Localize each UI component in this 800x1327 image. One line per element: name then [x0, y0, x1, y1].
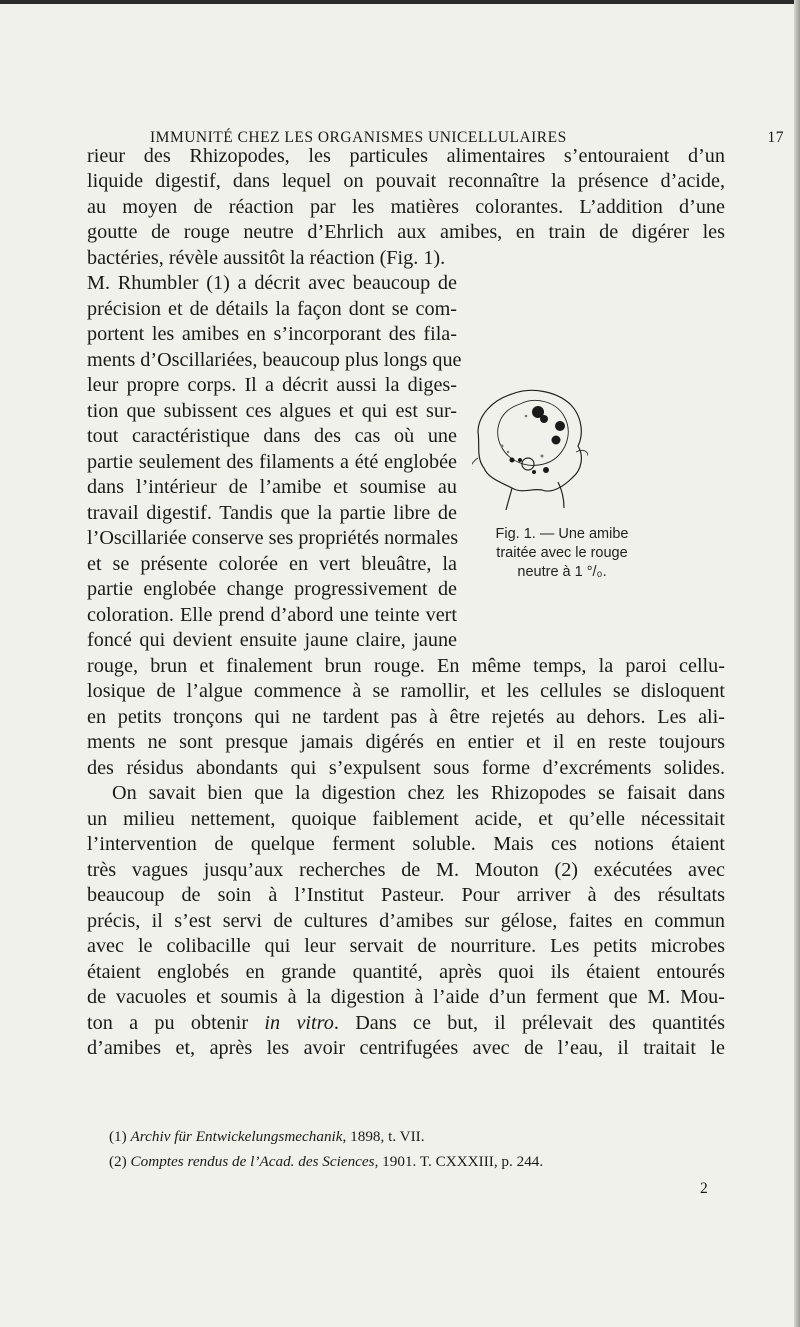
body-line: un milieu nettement, quoique faiblement acide, et qu’elle nécessitait [87, 808, 725, 830]
body-line: l’Oscillariée conserve ses propriétés normales [87, 527, 459, 549]
body-line: partie seulement des filaments a été englobée [87, 451, 457, 473]
body-line: rouge, brun et finalement brun rouge. En même temps, la paroi cellu- [87, 655, 725, 677]
body-line: de vacuoles et soumis à la digestion à l’aide d’un ferment que M. Mou- [87, 986, 725, 1008]
body-line: ments ne sont presque jamais digérés en entier et il en reste toujours [87, 731, 725, 753]
footnote-details: , 1901. T. CXXXIII, p. 244. [374, 1153, 544, 1170]
body-line: tion que subissent ces algues et qui est sur- [87, 400, 457, 422]
body-line: au moyen de réaction par les matières colorantes. L’addition d’une [87, 196, 725, 218]
body-line: l’intervention de quelque ferment soluble. Mais ces notions étaient [87, 833, 725, 855]
body-line: portent les amibes en s’incorporant des fila- [87, 323, 457, 345]
body-line: travail digestif. Tandis que la partie libre de [87, 502, 457, 524]
body-text-segment: ton a pu obtenir [87, 1012, 249, 1034]
signature-mark: 2 [700, 1180, 708, 1197]
figure-caption-line: Fig. 1. — Une amibe [495, 526, 629, 542]
body-line [87, 1013, 725, 1033]
body-line: partie englobée change progressivement de [87, 578, 457, 600]
body-line: On savait bien que la digestion chez les Rhizopodes se faisait dans [112, 782, 725, 804]
body-line: tout caractéristique dans des cas où une [87, 425, 457, 447]
body-line: M. Rhumbler (1) a décrit avec beaucoup de [87, 272, 457, 294]
body-line: et se présente colorée en vert bleuâtre, la [87, 553, 457, 575]
body-line: bactéries, révèle aussitôt la réaction (Fig. 1). [87, 247, 446, 269]
body-line: dans l’intérieur de l’amibe et soumise au [87, 476, 457, 498]
body-line: foncé qui devient ensuite jaune claire, jaune [87, 629, 457, 651]
footnote-details: , 1898, t. VII. [342, 1128, 425, 1145]
footnote-marker: (1) [109, 1128, 127, 1145]
page-top-edge [0, 0, 800, 4]
running-title: IMMUNITÉ CHEZ LES ORGANISMES UNICELLULAIRES [150, 129, 567, 146]
figure-caption [474, 525, 650, 582]
figure-caption-line: neutre à 1 °/₀. [517, 564, 607, 580]
footnote-source: Archiv für Entwickelungsmechanik [130, 1128, 343, 1145]
body-line: précis, il s’est servi de cultures d’amibes sur gélose, faites en commun [87, 910, 725, 932]
body-line: rieur des Rhizopodes, les particules alimentaires s’entouraient d’un [87, 145, 725, 167]
figure-caption-line: traitée avec le rouge [496, 545, 628, 561]
body-line: avec le colibacille qui leur servait de nourriture. Les petits microbes [87, 935, 725, 957]
body-line: losique de l’algue commence à se ramollir, et les cellules se disloquent [87, 680, 725, 702]
body-text-segment: . Dans ce but, il prélevait des quantités [333, 1012, 725, 1034]
footnote [109, 1153, 543, 1171]
body-line: beaucoup de soin à l’Institut Pasteur. Pour arriver à des résultats [87, 884, 725, 906]
footnote [109, 1128, 425, 1146]
body-line: en petits tronçons qui ne tardent pas à être rejetés au dehors. Les ali- [87, 706, 725, 728]
body-line: étaient englobés en grande quantité, après quoi ils étaient entourés [87, 961, 725, 983]
page-right-edge [794, 0, 800, 1327]
body-line: coloration. Elle prend d’abord une teinte vert [87, 604, 457, 626]
body-line: leur propre corps. Il a décrit aussi la diges- [87, 374, 457, 396]
italic-term: in vitro [264, 1012, 334, 1034]
body-line: d’amibes et, après les avoir centrifugées avec de l’eau, il traitait le [87, 1037, 725, 1059]
body-line: liquide digestif, dans lequel on pouvait reconnaître la présence d’acide, [87, 170, 725, 192]
body-line: goutte de rouge neutre d’Ehrlich aux amibes, en train de digérer les [87, 221, 725, 243]
body-line: ments d’Oscillariées, beaucoup plus longs que [87, 349, 462, 371]
footnote-marker: (2) [109, 1153, 127, 1170]
body-line: très vagues jusqu’aux recherches de M. Mouton (2) exécutées avec [87, 859, 725, 881]
body-line: des résidus abondants qui s’expulsent sous forme d’excréments solides. [87, 757, 725, 779]
footnote-source: Comptes rendus de l’Acad. des Sciences [130, 1153, 375, 1170]
amoeba-figure-illustration [472, 386, 588, 510]
body-line: précision et de détails la façon dont se com- [87, 298, 457, 320]
page-number: 17 [767, 129, 784, 146]
